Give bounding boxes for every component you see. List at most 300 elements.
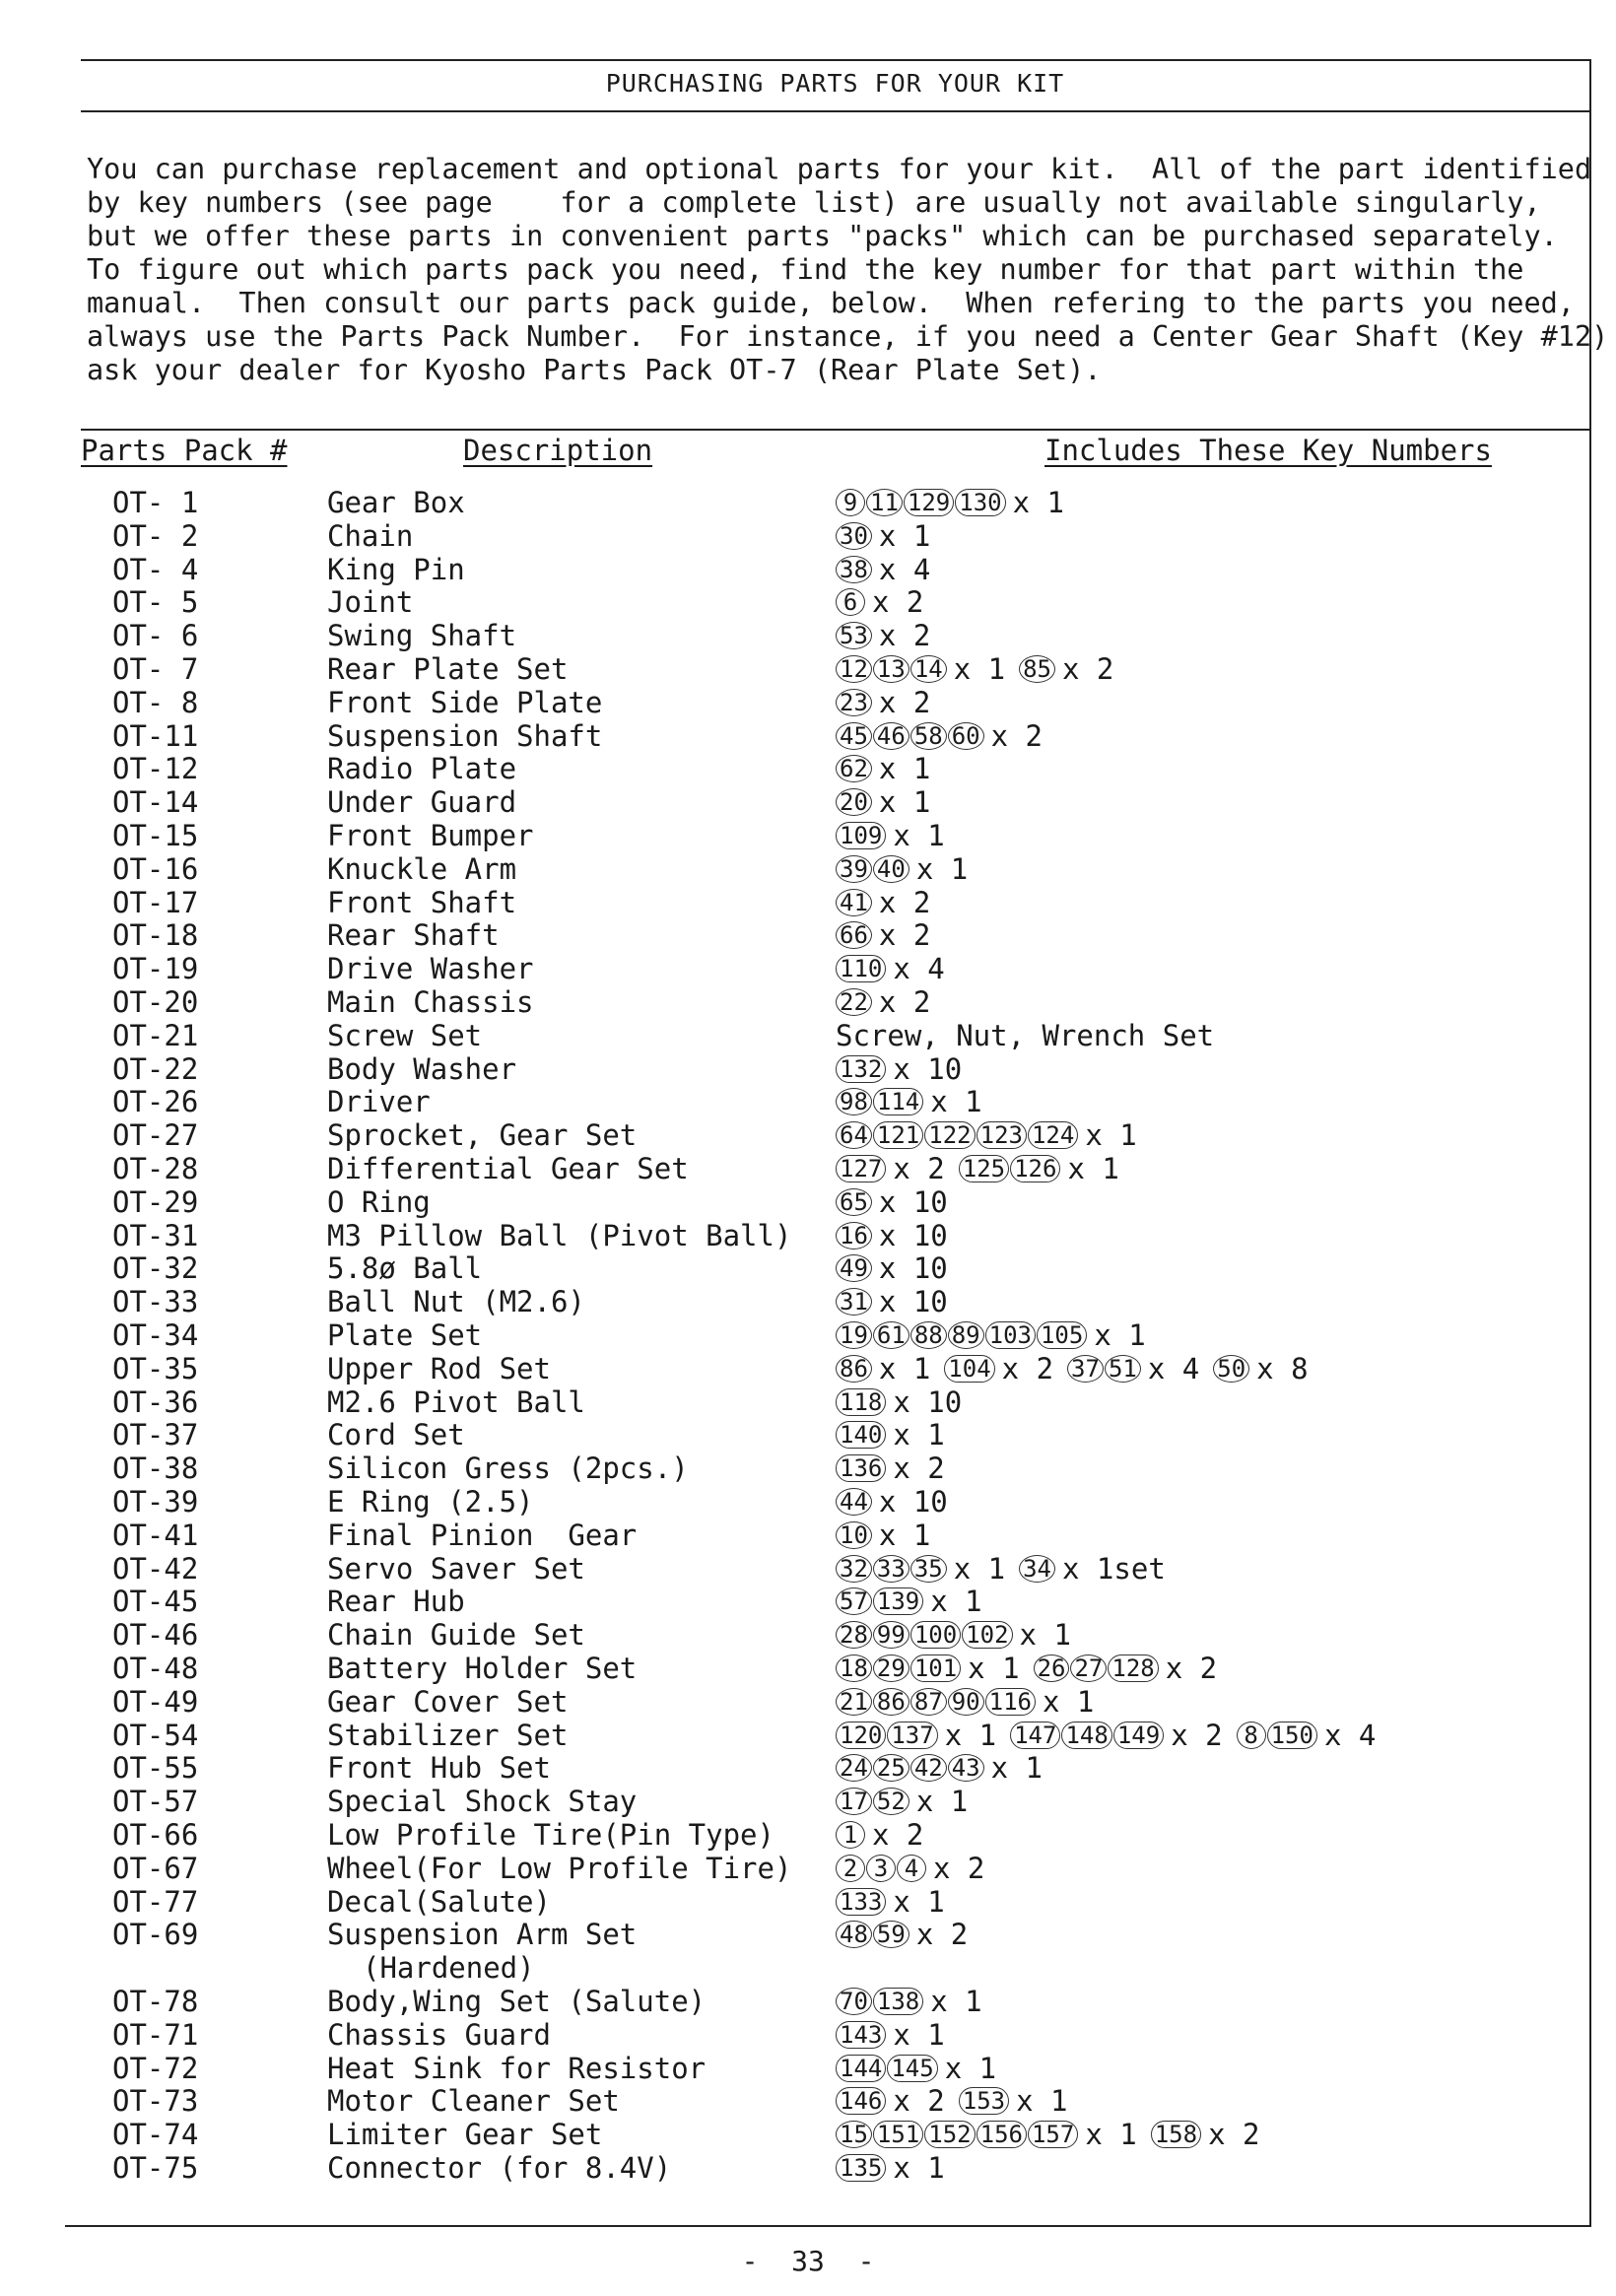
circled-key-number: 3 — [866, 1855, 896, 1882]
quantity: x 2 — [878, 885, 931, 919]
circled-key-number: 133 — [836, 1888, 886, 1916]
circled-key-number: 31 — [836, 1288, 872, 1316]
circled-key-number: 64 — [836, 1121, 872, 1149]
key-numbers — [836, 1618, 1071, 1652]
key-numbers — [836, 952, 945, 985]
table-row — [0, 752, 1577, 785]
circled-key-number: 37 — [1067, 1355, 1104, 1383]
key-numbers — [836, 619, 930, 652]
circled-key-number: 99 — [873, 1621, 909, 1649]
part-description: Chain — [327, 518, 414, 553]
circled-key-number: 144 — [836, 2055, 886, 2082]
circled-key-number: 1 — [836, 1821, 865, 1849]
table-row — [0, 1118, 1577, 1152]
table-row — [0, 1719, 1577, 1752]
table-row — [0, 1085, 1577, 1118]
circled-key-number: 156 — [976, 2121, 1027, 2148]
circled-key-number: 137 — [887, 1722, 937, 1749]
intro-line: ask your dealer for Kyosho Parts Pack OT-7 (Rear Plate Set). — [87, 354, 1102, 386]
bottom-border — [65, 2225, 1591, 2227]
circled-key-number: 122 — [924, 1121, 975, 1149]
quantity: x 4 — [893, 952, 945, 986]
key-numbers — [836, 785, 930, 819]
circled-key-number: 147 — [1010, 1722, 1060, 1749]
circled-key-number: 27 — [1070, 1654, 1107, 1682]
column-header-description: Description — [463, 434, 653, 467]
quantity: x 4 — [878, 552, 931, 586]
parts-pack-number: OT-12 — [112, 752, 199, 786]
part-description: Silicon Gress (2pcs.) — [327, 1452, 689, 1486]
part-description: Rear Hub — [327, 1585, 465, 1619]
key-numbers — [836, 1852, 984, 1885]
column-header-keys: Includes These Key Numbers — [1044, 434, 1492, 467]
circled-key-number: 45 — [836, 722, 872, 750]
quantity: x 1 — [930, 1585, 982, 1619]
circled-key-number: 124 — [1028, 1121, 1078, 1149]
circled-key-number: 42 — [910, 1754, 947, 1782]
part-description: Joint — [327, 585, 414, 620]
key-numbers — [836, 585, 923, 619]
table-row — [0, 686, 1577, 719]
quantity: x 1 — [878, 752, 931, 786]
circled-key-number: 57 — [836, 1587, 872, 1615]
key-numbers — [836, 1452, 945, 1485]
top-border — [81, 59, 1591, 61]
circled-key-number: 49 — [836, 1254, 872, 1282]
quantity: x 10 — [878, 1485, 948, 1519]
parts-pack-number: OT-46 — [112, 1618, 199, 1653]
key-numbers — [836, 1085, 982, 1118]
quantity: x 2 — [933, 1851, 985, 1885]
parts-pack-number: OT-38 — [112, 1452, 199, 1486]
key-numbers — [836, 1052, 962, 1086]
key-numbers — [836, 1685, 1094, 1719]
parts-pack-number: OT-32 — [112, 1251, 199, 1286]
part-description: Body Washer — [327, 1051, 517, 1086]
table-row — [0, 819, 1577, 852]
part-description: O Ring — [327, 1184, 431, 1219]
quantity: x 1 — [893, 2017, 945, 2052]
page-number: - 33 - — [741, 2245, 875, 2277]
table-row — [0, 1585, 1577, 1618]
circled-key-number: 38 — [836, 556, 872, 583]
circled-key-number: 24 — [836, 1754, 872, 1782]
parts-pack-number: OT-36 — [112, 1384, 199, 1419]
part-description: Drive Washer — [327, 952, 534, 986]
key-numbers — [836, 1418, 945, 1452]
parts-pack-number: OT-27 — [112, 1118, 199, 1153]
table-row — [0, 719, 1577, 753]
key-numbers — [836, 2018, 945, 2052]
key-numbers — [836, 2118, 1259, 2151]
circled-key-number: 48 — [836, 1921, 872, 1948]
table-row — [0, 1818, 1577, 1852]
title-divider — [81, 110, 1589, 112]
part-description: Driver — [327, 1085, 431, 1119]
part-description: Front Side Plate — [327, 685, 603, 719]
key-numbers — [836, 2052, 996, 2085]
circled-key-number: 87 — [910, 1688, 947, 1716]
part-description: Limiter Gear Set — [327, 2118, 603, 2152]
table-row — [0, 785, 1577, 819]
quantity: x 2 — [893, 1152, 945, 1185]
circled-key-number: 11 — [866, 489, 903, 516]
circled-key-number: 66 — [836, 921, 872, 949]
circled-key-number: 52 — [873, 1788, 909, 1815]
parts-pack-number: OT-77 — [112, 1884, 199, 1919]
page-title: PURCHASING PARTS FOR YOUR KIT — [605, 69, 1065, 98]
parts-pack-number: OT- 2 — [112, 518, 199, 553]
quantity: x 1 — [944, 2051, 997, 2085]
part-description: Front Hub Set — [327, 1751, 551, 1786]
parts-pack-number: OT-22 — [112, 1051, 199, 1086]
circled-key-number: 12 — [836, 655, 872, 683]
circled-key-number: 50 — [1213, 1355, 1249, 1383]
table-row — [0, 1685, 1577, 1719]
circled-key-number: 127 — [836, 1155, 886, 1182]
parts-pack-number: OT-31 — [112, 1218, 199, 1252]
table-row — [0, 1652, 1577, 1685]
circled-key-number: 35 — [910, 1555, 947, 1583]
parts-pack-number: OT-67 — [112, 1851, 199, 1885]
table-row — [0, 1885, 1577, 1919]
circled-key-number: 22 — [836, 988, 872, 1016]
part-description: Gear Cover Set — [327, 1684, 569, 1719]
parts-pack-number: OT-11 — [112, 718, 199, 753]
circled-key-number: 43 — [948, 1754, 984, 1782]
quantity: x 2 — [1062, 652, 1114, 686]
table-row — [0, 1185, 1577, 1219]
table-row — [0, 1219, 1577, 1252]
circled-key-number: 41 — [836, 889, 872, 916]
table-row — [0, 1352, 1577, 1385]
circled-key-number: 39 — [836, 855, 872, 883]
part-description: Stabilizer Set — [327, 1718, 569, 1752]
table-row — [0, 2018, 1577, 2052]
circled-key-number: 46 — [873, 722, 909, 750]
part-description: Screw Set — [327, 1018, 483, 1052]
quantity: x 1 — [944, 1718, 997, 1752]
key-numbers — [836, 1385, 962, 1419]
table-row — [0, 1285, 1577, 1318]
part-description: Connector (for 8.4V) — [327, 2151, 672, 2185]
quantity: x 2 — [1208, 2118, 1260, 2152]
key-numbers — [836, 652, 1113, 686]
circled-key-number: 59 — [873, 1921, 909, 1948]
table-row — [0, 1251, 1577, 1285]
circled-key-number: 23 — [836, 689, 872, 716]
table-row — [0, 652, 1577, 686]
parts-pack-number: OT-18 — [112, 918, 199, 953]
circled-key-number: 114 — [873, 1088, 923, 1115]
quantity: x 1 — [893, 1418, 945, 1452]
circled-key-number: 19 — [836, 1321, 872, 1349]
circled-key-number: 121 — [873, 1121, 923, 1149]
circled-key-number: 149 — [1113, 1722, 1164, 1749]
part-description-continued: (Hardened) — [363, 1951, 535, 1986]
quantity: x 2 — [990, 718, 1044, 753]
part-description: Upper Rod Set — [327, 1351, 551, 1385]
quantity: x 1 — [1094, 1318, 1146, 1352]
circled-key-number: 110 — [836, 955, 886, 982]
quantity: x 2 — [878, 619, 931, 653]
parts-pack-number: OT- 6 — [112, 619, 199, 653]
part-description: Suspension Shaft — [327, 718, 603, 753]
circled-key-number: 152 — [924, 2121, 975, 2148]
part-description: Swing Shaft — [327, 619, 517, 653]
table-row — [0, 585, 1577, 619]
circled-key-number: 136 — [836, 1454, 886, 1482]
key-numbers — [836, 752, 930, 785]
circled-key-number: 14 — [910, 655, 947, 683]
part-description: King Pin — [327, 552, 465, 586]
circled-key-number: 10 — [836, 1521, 872, 1549]
part-description: Sprocket, Gear Set — [327, 1118, 638, 1153]
circled-key-number: 85 — [1019, 655, 1055, 683]
parts-pack-number: OT-54 — [112, 1718, 199, 1752]
key-numbers — [836, 519, 930, 553]
part-description: 5.8ø Ball — [327, 1251, 483, 1286]
quantity: x 1 — [878, 1518, 931, 1552]
intro-divider — [81, 429, 1589, 431]
parts-pack-number: OT-66 — [112, 1818, 199, 1852]
part-description: Rear Plate Set — [327, 652, 569, 686]
table-row — [0, 1318, 1577, 1352]
quantity: x 1 — [878, 1351, 931, 1385]
circled-key-number: 30 — [836, 522, 872, 550]
parts-pack-number: OT-29 — [112, 1184, 199, 1219]
part-description: Front Shaft — [327, 885, 517, 919]
part-description: Battery Holder Set — [327, 1652, 638, 1685]
circled-key-number: 143 — [836, 2021, 886, 2049]
quantity: x 10 — [878, 1285, 948, 1319]
quantity: x 1 — [1085, 1118, 1137, 1153]
part-description: Radio Plate — [327, 752, 517, 786]
quantity: x 1 — [930, 1085, 982, 1119]
circled-key-number: 61 — [873, 1321, 909, 1349]
circled-key-number: 88 — [910, 1321, 947, 1349]
key-numbers — [836, 985, 930, 1019]
table-row — [0, 918, 1577, 952]
key-numbers — [836, 1719, 1376, 1752]
parts-pack-number: OT-42 — [112, 1551, 199, 1586]
quantity: x 10 — [878, 1218, 948, 1252]
table-row — [0, 1019, 1577, 1052]
parts-pack-number: OT-26 — [112, 1085, 199, 1119]
quantity: x 4 — [1323, 1718, 1377, 1752]
circled-key-number: 44 — [836, 1488, 872, 1516]
quantity: x 1 — [990, 1751, 1044, 1786]
part-description: M2.6 Pivot Ball — [327, 1384, 585, 1419]
circled-key-number: 16 — [836, 1222, 872, 1249]
key-numbers — [836, 1818, 923, 1852]
quantity: x 10 — [878, 1251, 948, 1286]
circled-key-number: 6 — [836, 588, 865, 616]
quantity: x 1 — [893, 819, 945, 852]
quantity: x 2 — [1001, 1351, 1054, 1385]
quantity: x 1 — [915, 851, 969, 886]
part-description: Rear Shaft — [327, 918, 500, 953]
parts-pack-number: OT-39 — [112, 1485, 199, 1519]
table-row — [0, 2052, 1577, 2085]
circled-key-number: 40 — [873, 855, 909, 883]
part-description: Cord Set — [327, 1418, 465, 1452]
circled-key-number: 34 — [1019, 1555, 1055, 1583]
part-description: M3 Pillow Ball (Pivot Ball) — [327, 1218, 792, 1252]
circled-key-number: 126 — [1010, 1155, 1060, 1182]
circled-key-number: 25 — [873, 1754, 909, 1782]
parts-pack-number: OT-17 — [112, 885, 199, 919]
intro-line: To figure out which parts pack you need, find the key number for that part within the — [87, 253, 1524, 286]
quantity: x 1 — [930, 1985, 982, 2018]
parts-pack-number: OT- 1 — [112, 486, 199, 519]
circled-key-number: 4 — [897, 1855, 926, 1882]
circled-key-number: 9 — [836, 489, 865, 516]
table-row — [0, 2151, 1577, 2185]
parts-pack-number: OT-19 — [112, 952, 199, 986]
right-border — [1589, 59, 1591, 2227]
key-numbers — [836, 719, 1043, 753]
quantity: x 2 — [893, 1452, 945, 1486]
parts-pack-number: OT-20 — [112, 985, 199, 1019]
table-row — [0, 1751, 1577, 1785]
circled-key-number: 151 — [873, 2121, 923, 2148]
part-description: Suspension Arm Set — [327, 1918, 638, 1952]
circled-key-number: 103 — [985, 1321, 1036, 1349]
key-numbers — [836, 553, 930, 586]
key-numbers — [836, 1219, 948, 1252]
quantity: x 1 — [878, 785, 931, 820]
part-description: Chassis Guard — [327, 2017, 551, 2052]
part-description: Special Shock Stay — [327, 1785, 638, 1819]
circled-key-number: 15 — [836, 2121, 872, 2148]
key-numbers — [836, 1985, 982, 2018]
column-header-pack: Parts Pack # — [81, 434, 288, 467]
circled-key-number: 17 — [836, 1788, 872, 1815]
part-description: Body,Wing Set (Salute) — [327, 1985, 707, 2018]
circled-key-number: 21 — [836, 1688, 872, 1716]
table-row — [0, 1452, 1577, 1485]
circled-key-number: 51 — [1105, 1355, 1141, 1383]
circled-key-number: 116 — [985, 1688, 1036, 1716]
parts-pack-number: OT-48 — [112, 1652, 199, 1685]
circled-key-number: 140 — [836, 1421, 886, 1449]
circled-key-number: 53 — [836, 622, 872, 649]
quantity: x 1 — [1012, 486, 1065, 519]
part-description: Main Chassis — [327, 985, 534, 1019]
parts-pack-number: OT-37 — [112, 1418, 199, 1452]
part-description: E Ring (2.5) — [327, 1485, 534, 1519]
quantity: x 8 — [1256, 1351, 1309, 1385]
quantity: x 2 — [893, 2084, 945, 2119]
part-description: Front Bumper — [327, 819, 534, 852]
key-numbers — [836, 1318, 1146, 1352]
circled-key-number: 158 — [1151, 2121, 1201, 2148]
circled-key-number: 125 — [959, 1155, 1009, 1182]
circled-key-number: 20 — [836, 788, 872, 816]
part-description: Decal(Salute) — [327, 1884, 551, 1919]
table-row — [0, 1519, 1577, 1552]
quantity: x 2 — [915, 1918, 969, 1952]
intro-paragraph — [87, 153, 1609, 387]
circled-key-number: 153 — [959, 2087, 1009, 2115]
circled-key-number: 8 — [1237, 1722, 1266, 1749]
parts-pack-number: OT-21 — [112, 1018, 199, 1052]
quantity: x 1 — [1085, 2118, 1137, 2152]
key-numbers — [836, 886, 930, 919]
quantity: x 2 — [872, 1818, 924, 1852]
key-numbers — [836, 1185, 948, 1219]
key-numbers — [836, 686, 930, 719]
parts-pack-number: OT-57 — [112, 1785, 199, 1819]
intro-line: but we offer these parts in convenient parts "packs" which can be purchased separately. — [87, 220, 1558, 252]
parts-pack-number: OT-28 — [112, 1152, 199, 1185]
key-numbers — [836, 1251, 948, 1285]
quantity: x 10 — [893, 1384, 963, 1419]
quantity: x 1 — [1016, 2084, 1068, 2119]
quantity: x 1 — [1067, 1152, 1119, 1185]
circled-key-number: 102 — [962, 1621, 1012, 1649]
part-description: Chain Guide Set — [327, 1618, 585, 1653]
circled-key-number: 86 — [836, 1355, 872, 1383]
circled-key-number: 118 — [836, 1388, 886, 1416]
table-row — [0, 1618, 1577, 1652]
key-numbers — [836, 852, 968, 886]
circled-key-number: 146 — [836, 2087, 886, 2115]
table-row — [0, 952, 1577, 985]
key-numbers — [836, 1352, 1309, 1385]
key-numbers — [836, 1585, 982, 1618]
circled-key-number: 29 — [873, 1654, 909, 1682]
table-row — [0, 852, 1577, 886]
circled-key-number: 109 — [836, 822, 886, 849]
circled-key-number: 135 — [836, 2154, 886, 2182]
circled-key-number: 65 — [836, 1188, 872, 1216]
quantity: x 1set — [1062, 1551, 1166, 1586]
key-numbers — [836, 1652, 1217, 1685]
quantity: x 2 — [878, 985, 931, 1019]
key-numbers — [836, 1552, 1166, 1586]
circled-key-number: 120 — [836, 1722, 886, 1749]
table-row — [0, 519, 1577, 553]
part-description: Gear Box — [327, 486, 465, 519]
part-description: Ball Nut (M2.6) — [327, 1285, 585, 1319]
circled-key-number: 157 — [1028, 2121, 1078, 2148]
part-description: Plate Set — [327, 1318, 483, 1352]
circled-key-number: 90 — [948, 1688, 984, 1716]
quantity: x 1 — [1042, 1684, 1095, 1719]
key-numbers — [836, 1751, 1043, 1785]
key-numbers — [836, 1785, 968, 1818]
intro-line: You can purchase replacement and optional parts for your kit. All of the part identified — [87, 153, 1592, 185]
part-description: Knuckle Arm — [327, 851, 517, 886]
circled-key-number: 104 — [944, 1355, 994, 1383]
circled-key-number: 128 — [1108, 1654, 1158, 1682]
key-numbers — [836, 1019, 1214, 1052]
parts-pack-number: OT-15 — [112, 819, 199, 852]
circled-key-number: 62 — [836, 755, 872, 782]
circled-key-number: 18 — [836, 1654, 872, 1682]
quantity: x 1 — [953, 1551, 1006, 1586]
circled-key-number: 13 — [873, 655, 909, 683]
parts-pack-number: OT-74 — [112, 2118, 199, 2152]
parts-pack-number: OT-73 — [112, 2084, 199, 2119]
table-row — [0, 1052, 1577, 1086]
key-numbers — [836, 918, 930, 952]
key-numbers — [836, 2151, 945, 2185]
circled-key-number: 98 — [836, 1088, 872, 1115]
parts-pack-number: OT-41 — [112, 1518, 199, 1552]
